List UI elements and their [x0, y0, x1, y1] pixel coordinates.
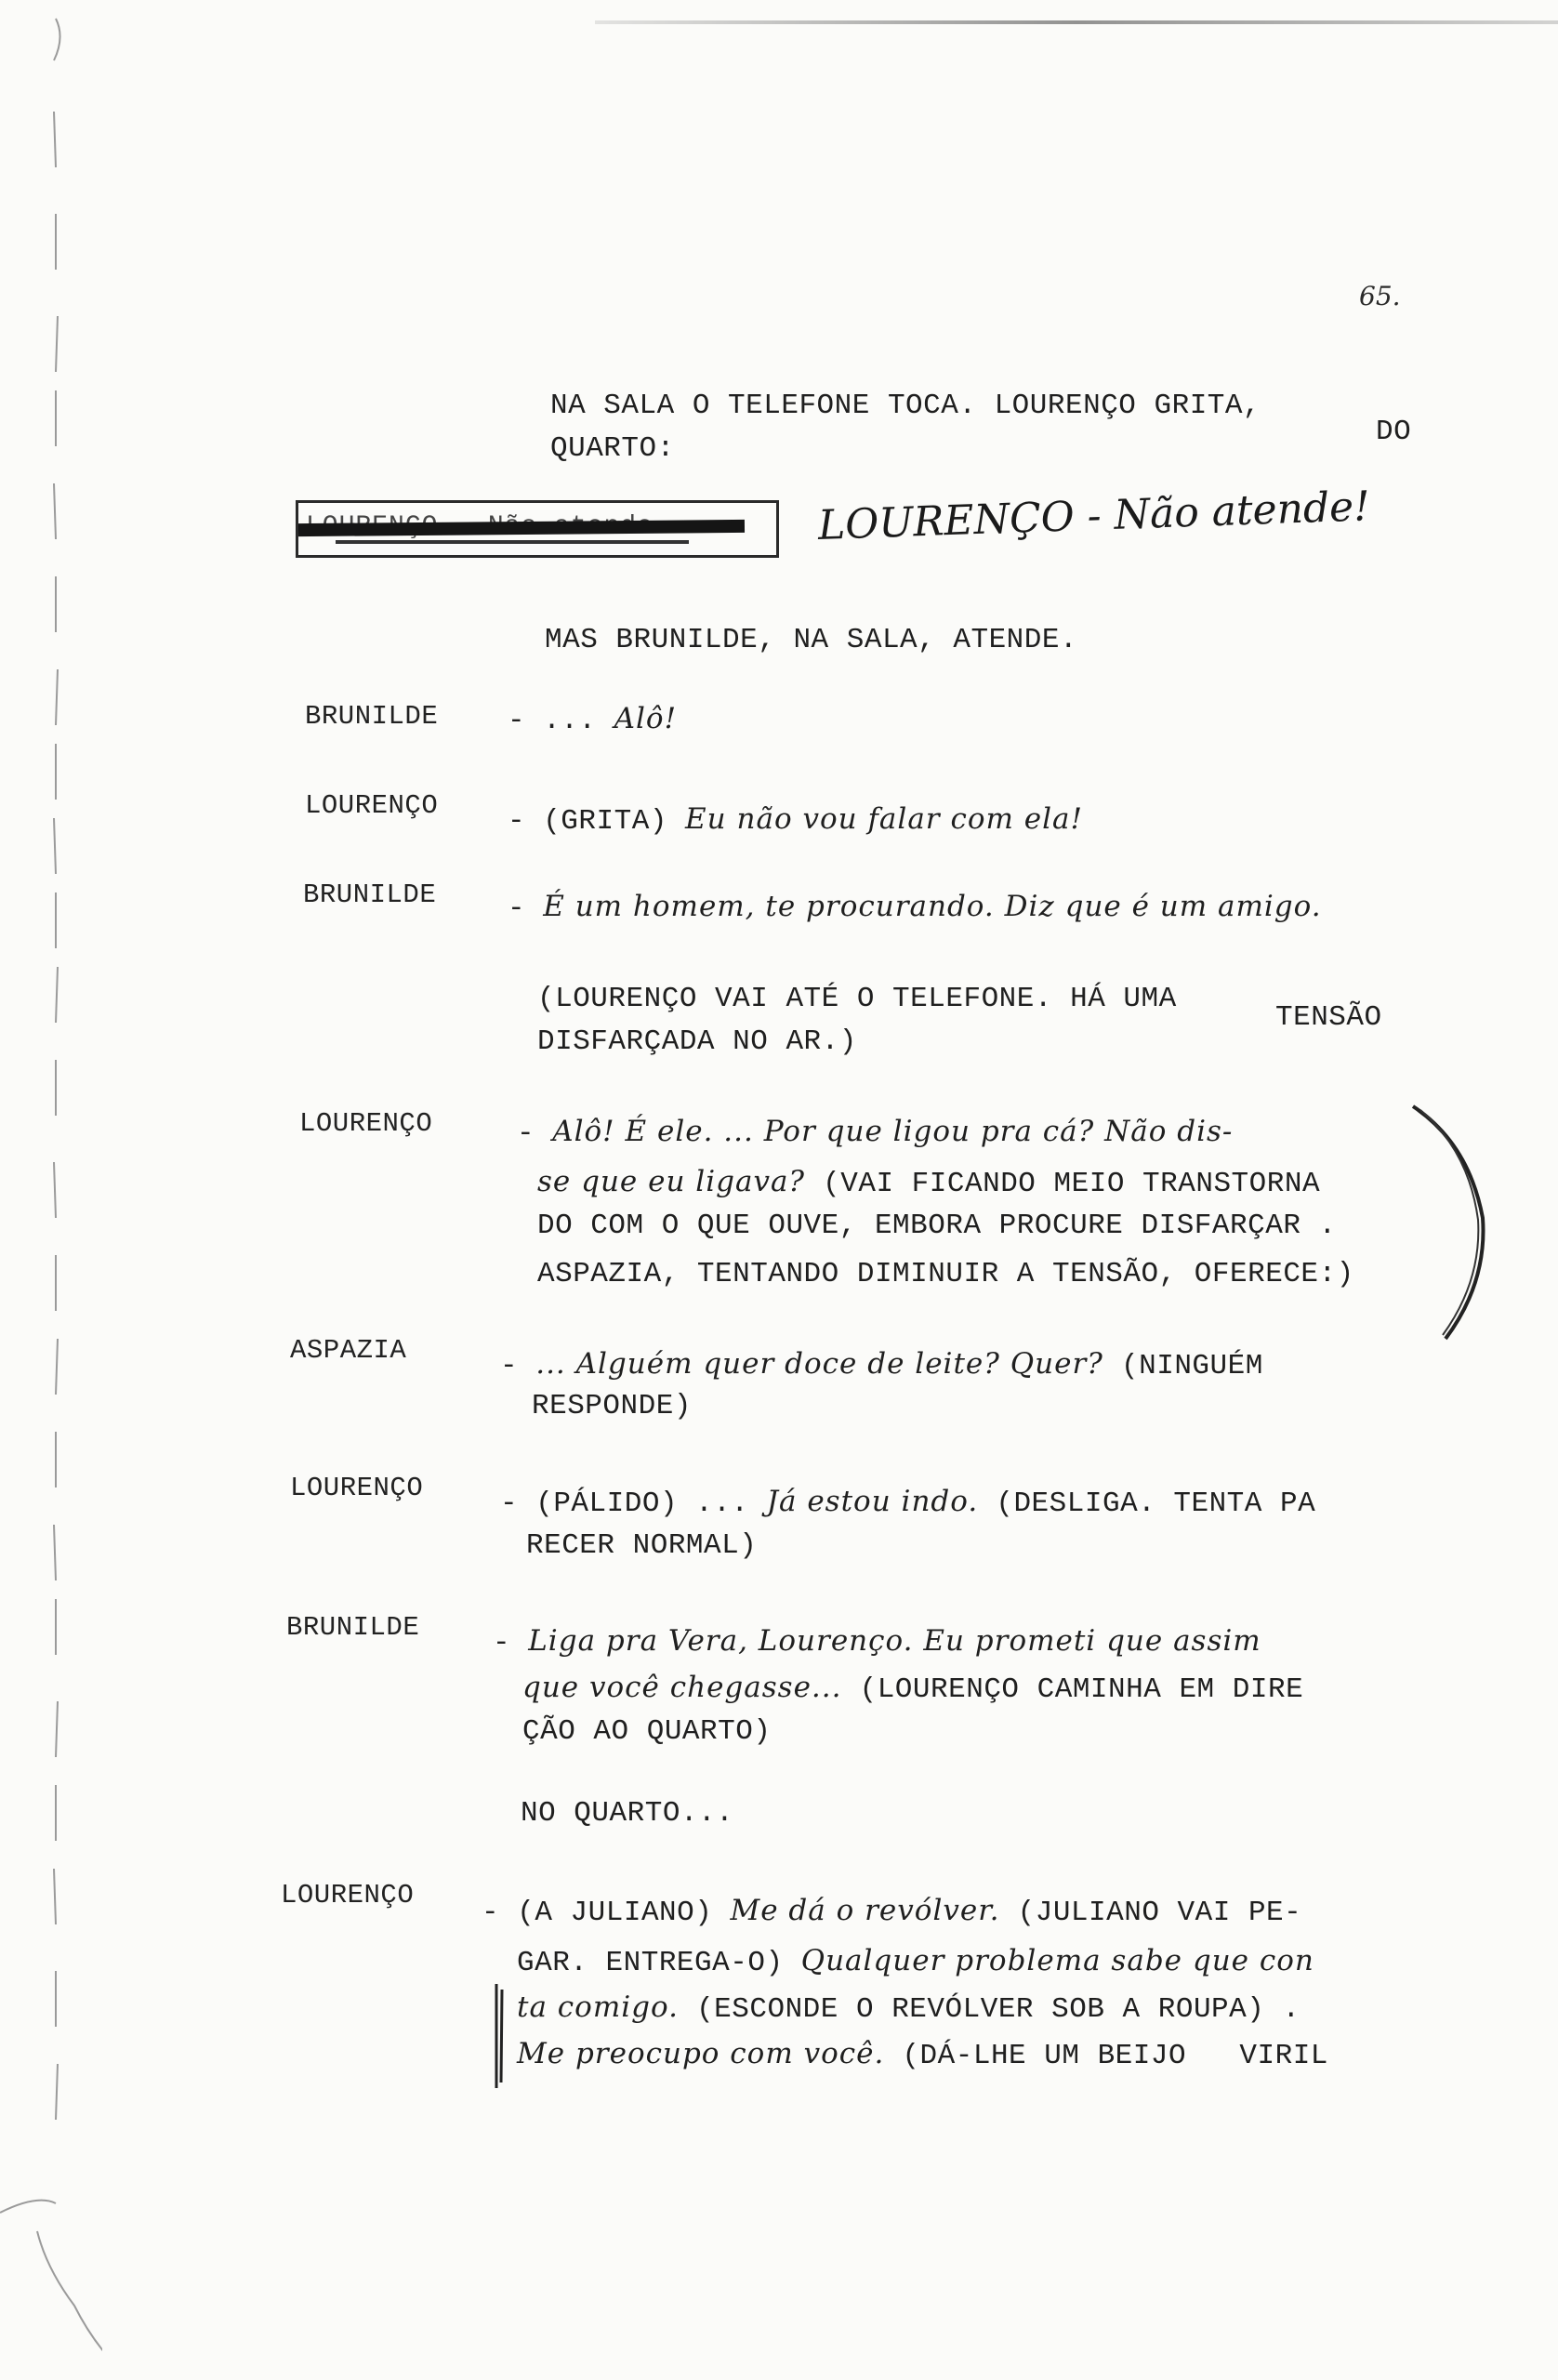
stage-direction: MAS BRUNILDE, NA SALA, ATENDE.	[545, 624, 1078, 656]
dialogue-line: DO COM O QUE OUVE, EMBORA PROCURE DISFARÇAR .	[537, 1210, 1337, 1242]
struck-out-line	[296, 500, 779, 558]
dialogue-line: - Alô! É ele. ... Por que ligou pra cá? Não dis-	[517, 1115, 1234, 1150]
dialogue-line: ta comigo. (ESCONDE O REVÓLVER SOB A ROUPA) .	[517, 1990, 1301, 2026]
speaker-name: LOURENÇO	[281, 1880, 415, 1911]
stage-direction: (LOURENÇO VAI ATÉ O TELEFONE. HÁ UMA	[537, 983, 1177, 1015]
dialogue-line: GAR. ENTREGA-O) Qualquer problema sabe que con	[517, 1944, 1314, 1979]
stage-direction: NA SALA O TELEFONE TOCA. LOURENÇO GRITA,	[550, 390, 1261, 422]
handwritten-correction: LOURENÇO - Não atende!	[817, 483, 1371, 549]
margin-bracket-mark	[1404, 1097, 1515, 1348]
speaker-name: ASPAZIA	[290, 1335, 407, 1366]
dialogue-line: - ... Alô!	[508, 702, 678, 737]
stage-direction: TENSÃO	[1275, 1001, 1382, 1034]
dialogue-line: - ... Alguém quer doce de leite? Quer? (NINGUÉM	[500, 1347, 1263, 1382]
dialogue-line: RESPONDE)	[532, 1390, 692, 1422]
dialogue-line: ÇÃO AO QUARTO)	[522, 1715, 772, 1748]
dialogue-line: Me preocupo com você. (DÁ-LHE UM BEIJO VIRIL	[517, 2037, 1328, 2072]
binding-marks	[0, 0, 102, 2380]
speaker-name: BRUNILDE	[286, 1612, 420, 1643]
scan-top-edge	[595, 20, 1558, 24]
dialogue-line: ASPAZIA, TENTANDO DIMINUIR A TENSÃO, OFERECE:)	[537, 1258, 1354, 1290]
dialogue-line: se que eu ligava? (VAI FICANDO MEIO TRANSTORNA	[537, 1165, 1321, 1200]
stage-direction: DO	[1376, 416, 1412, 448]
dialogue-line: - (A JULIANO) Me dá o revólver. (JULIANO VAI PE-	[482, 1894, 1302, 1929]
stage-direction: DISFARÇADA NO AR.)	[537, 1025, 857, 1058]
speaker-name: BRUNILDE	[303, 879, 437, 910]
dialogue-line: RECER NORMAL)	[526, 1529, 758, 1562]
speaker-name: BRUNILDE	[305, 701, 439, 732]
dialogue-line: que você chegasse... (LOURENÇO CAMINHA EM DIRE	[522, 1671, 1304, 1706]
dialogue-line: - É um homem, te procurando. Diz que é um amigo.	[508, 890, 1322, 925]
page-number: 65.	[1359, 281, 1401, 311]
dialogue-line: - (GRITA) Eu não vou falar com ela!	[508, 802, 1083, 838]
speaker-name: LOURENÇO	[290, 1473, 424, 1503]
stage-direction: NO QUARTO...	[521, 1797, 734, 1830]
stage-direction: QUARTO:	[550, 432, 675, 465]
speaker-name: LOURENÇO	[305, 790, 439, 821]
margin-line-mark	[491, 1980, 509, 2092]
dialogue-line: - Liga pra Vera, Lourenço. Eu prometi que assim	[493, 1624, 1261, 1659]
speaker-name: LOURENÇO	[299, 1108, 433, 1139]
dialogue-line: - (PÁLIDO) ... Já estou indo. (DESLIGA. TENTA PA	[500, 1485, 1316, 1520]
